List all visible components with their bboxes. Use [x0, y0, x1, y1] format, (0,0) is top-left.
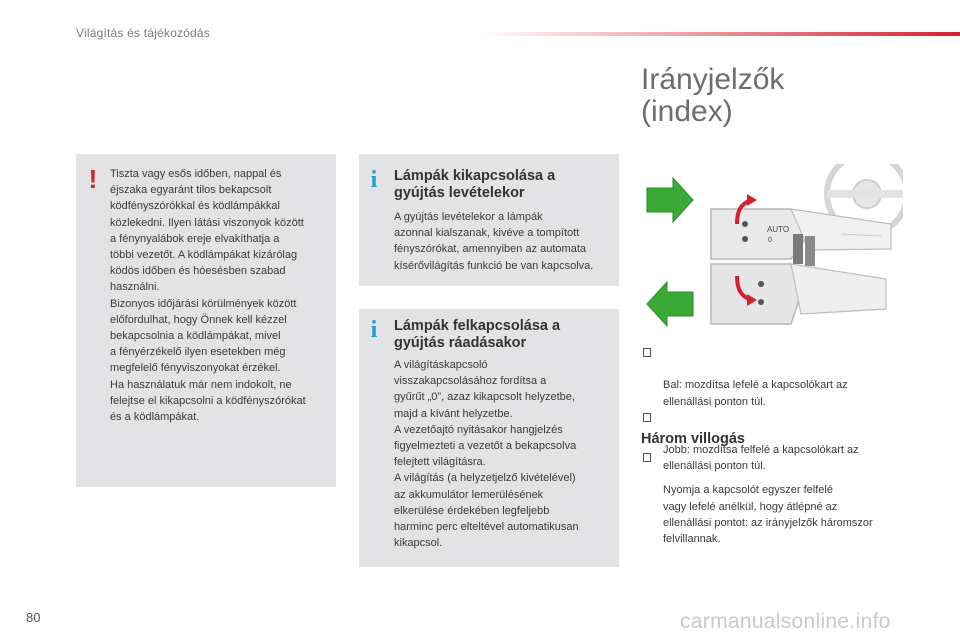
auto-label: AUTO — [767, 225, 790, 234]
page-number: 80 — [26, 610, 41, 625]
green-arrow-right-icon — [647, 178, 693, 222]
exclamation-icon: ! — [88, 164, 98, 194]
info-box-lights-on-text: A világításkapcsoló visszakapcsolásához fordítsa a gyűrűt „0”, azaz kikapcsolt helyzetbe, majd a kívánt helyzetbe. A vezetőajtó nyitásakor hangjelzés figyelmezteti a vezetőt a bekapcsolva felejtett világításra. A világítás (a helyzetjelző kivételével) az akkumulátor lemerülésének elkerülése érdekében legfeljebb harminc perc elteltével automatikusan kikapcsol. — [394, 359, 579, 550]
green-arrow-left-icon — [647, 282, 693, 326]
bullet-text-three-flash: Nyomja a kapcsolót egyszer felfelé vagy lefelé anélkül, hogy átlépné az ellenállási pontot: az irányjelzők háromszor felvillannak. — [663, 484, 873, 546]
subsection-title: Három villogás — [641, 431, 745, 447]
checkbox-bullet-icon — [643, 413, 651, 422]
info-icon: i — [370, 317, 378, 343]
page-title: Irányjelzők (index) — [641, 63, 785, 128]
turn-signal-stalk-illustration — [641, 164, 903, 332]
lower-stalk — [711, 264, 886, 324]
list-item — [641, 345, 903, 410]
info-box-lights-off-title: Lámpák kikapcsolása a gyújtás levételekor — [394, 168, 556, 201]
warning-text: Tiszta vagy esős időben, nappal és éjszaka egyaránt tilos bekapcsolt ködfényszórókkal és ködlámpákkal közlekedni. Ilyen látási viszonyok között a fénynyalábok ereje elvakíthatja a többi vezetőt. A ködlámpákat kizárólag ködös időben és hóesésben szabad használni. Bizonyos időjárási körülmények között előfordulhat, hogy Önnek kell kézzel bekapcsolnia a ködlámpákat, mivel a fényérzékelő ilyen esetekben még megfelelő fényviszonyokat érzékel. Ha használatuk már nem indokolt, ne felejtse el kikapcsolni a ködfényszórókat és a ködlámpákat. — [110, 168, 306, 424]
list-item — [641, 450, 903, 547]
section-header-title: Világítás és tájékozódás — [76, 26, 210, 40]
checkbox-bullet-icon — [643, 348, 651, 357]
bullet-text-left: Bal: mozdítsa lefelé a kapcsolókart az ellenállási ponton túl. — [663, 379, 848, 408]
checkbox-bullet-icon — [643, 453, 651, 462]
header-accent-bar — [480, 32, 960, 36]
info-box-lights-off-text: A gyújtás levételekor a lámpák azonnal kialszanak, kivéve a tompított fényszórókat, amennyiben az automata kísérővilágítás funkció be van kapcsolva. — [394, 211, 594, 272]
info-box-lights-on-title: Lámpák felkapcsolása a gyújtás ráadásakor — [394, 318, 561, 351]
watermark: carmanualsonline.info — [680, 610, 891, 633]
info-icon: i — [370, 167, 378, 193]
bullet-text-right: Jobb: mozdítsa felfelé a kapcsolókart az ellenállási ponton túl. — [663, 444, 859, 473]
zero-label: 0 — [768, 237, 772, 244]
three-flash-instructions — [641, 450, 903, 547]
